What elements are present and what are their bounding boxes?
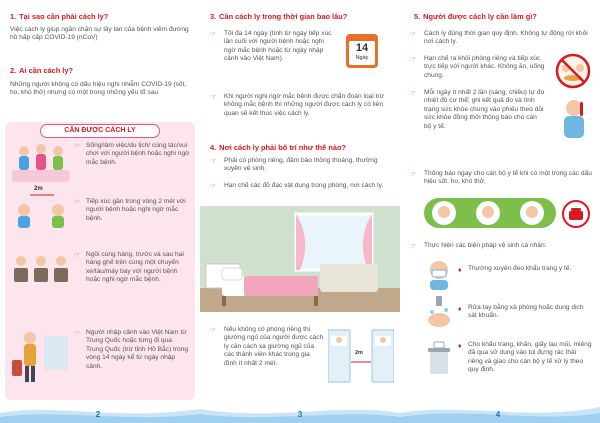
drop-bullet-icon: ♦	[458, 267, 462, 274]
calendar-icon: 14 Ngày	[346, 34, 378, 68]
page-number: 3	[297, 410, 303, 419]
hygiene-3: Cho khẩu trang, khăn, giấy lau mũi, miệng đã qua sử dụng vào túi đựng rác thải riêng và giao cho cán bộ y tế xử lý theo quy định.	[468, 341, 592, 374]
hand-pointer-icon: ☞	[210, 94, 217, 101]
face-mask-icon	[424, 258, 454, 290]
q4-item-1: Phải có phòng riêng, đảm bảo thông thoáng, thường xuyên vệ sinh.	[224, 157, 378, 173]
bedroom-illustration	[200, 206, 400, 312]
q1-text: Việc cách ly giúp ngăn chặn sự lây lan của bệnh viêm đường hô hấp cấp COVID-19 (nCoV)	[10, 26, 189, 42]
drop-bullet-icon: ♦	[458, 306, 462, 313]
q5-item-1: Cách ly đúng thời gian quy định. Không tự động rời khỏi nơi cách ly.	[424, 30, 588, 46]
trash-bin-icon	[424, 340, 454, 376]
hand-pointer-icon: ☞	[410, 90, 417, 97]
close-contact-illustration	[12, 190, 70, 230]
heading-q4: 4. Nơi cách ly phải bố trí như thế nào?	[210, 143, 346, 152]
q5-item-4: Thông báo ngay cho cán bộ y tế khi có một trong các dấu hiệu sốt, ho, khó thở.	[424, 170, 592, 186]
panel-page-2	[0, 0, 200, 423]
q4-note: Nếu không có phòng riêng thì giường ngủ của người được cách ly cần cách xa giường ngủ của các thành viên khác trong gia đình ít nhất 2 mét.	[224, 326, 324, 367]
panel-page-3	[200, 0, 400, 423]
panel-page-4	[400, 0, 600, 423]
page-number: 2	[95, 410, 101, 419]
heading-q1: 1. Tại sao cần phải cách ly?	[10, 12, 109, 21]
hand-pointer-icon: ☞	[410, 171, 417, 178]
hand-pointer-icon: ☞	[74, 143, 81, 150]
hygiene-intro: Thực hiện các biện pháp vệ sinh cá nhân:	[424, 242, 547, 249]
hygiene-2: Rửa tay bằng xà phòng hoặc dung dịch sát khuẩn.	[468, 304, 584, 320]
item-3: Ngồi cùng hàng, trước và sau hai hàng ghế trên cùng một chuyến xe/tàu/máy bay với người bệnh hoặc nghi ngờ mắc bệnh.	[86, 251, 184, 284]
q5-item-3: Mỗi ngày ít nhất 2 lần (sáng, chiều) tự đo nhiệt độ cơ thể; ghi kết quả đo và tình trạng sức khỏe chung vào phiếu theo dõi sức khỏe đồng thời thông báo cho cán bộ y tế.	[424, 89, 545, 130]
no-shared-meal-icon	[552, 52, 594, 90]
hand-pointer-icon: ☞	[210, 183, 217, 190]
people-gathering-illustration	[12, 140, 70, 182]
temperature-check-icon	[554, 96, 594, 140]
q5-item-2: Hạn chế ra khỏi phòng riêng và tiếp xúc trực tiếp với người khác. Không ăn, uống chung.	[424, 55, 545, 79]
hand-pointer-icon: ☞	[410, 31, 417, 38]
hand-pointer-icon: ☞	[210, 158, 217, 165]
quarantine-badge: CẦN ĐƯỢC CÁCH LY	[40, 124, 160, 138]
page-number: 4	[495, 410, 501, 419]
item-4: Người nhập cảnh vào Việt Nam từ Trung Quốc hoặc từng đi qua Trung Quốc (trừ tỉnh Hồ Bắc) trong vòng 14 ngày kể từ ngày nhập cảnh.	[86, 329, 189, 370]
beds-distance-label: 2m	[355, 350, 363, 356]
hygiene-1: Thường xuyên đeo khẩu trang y tế.	[468, 265, 572, 272]
q3-item-2: Khi người nghi ngờ mắc bệnh được chẩn đoán loại trừ không mắc bệnh thì những người được cách ly có liên quan sẽ kết thúc việc cách ly.	[224, 93, 385, 117]
phone-call-icon	[562, 200, 590, 228]
hand-pointer-icon: ☞	[74, 199, 81, 206]
symptoms-icons	[428, 200, 552, 226]
hand-pointer-icon: ☞	[410, 56, 417, 63]
heading-q2: 2. Ai cần cách ly?	[10, 66, 73, 75]
hand-pointer-icon: ☞	[210, 31, 217, 38]
handwash-icon	[424, 296, 454, 330]
hand-pointer-icon: ☞	[74, 330, 81, 337]
hand-pointer-icon: ☞	[74, 252, 81, 259]
traveler-illustration	[10, 326, 72, 386]
hand-pointer-icon: ☞	[210, 327, 217, 334]
drop-bullet-icon: ♦	[458, 343, 462, 350]
hand-pointer-icon: ☞	[410, 243, 417, 250]
vehicle-seats-illustration	[12, 250, 70, 284]
item-2: Tiếp xúc gần trong vòng 2 mét với người bệnh hoặc nghi ngờ mắc bệnh.	[86, 198, 186, 222]
q3-item-1: Tối đa 14 ngày (tính từ ngày tiếp xúc lần cuối với người bệnh hoặc nghi ngờ mắc bệnh hoặc từ ngày nhập cảnh vào Việt Nam).	[224, 30, 332, 63]
distance-label: 2m	[34, 186, 43, 192]
q2-text: Những người không có dấu hiệu nghi nhiễm COVID-19 (sốt, ho, khó thở) nhưng có một trong những yếu tố sau	[10, 81, 187, 97]
q4-item-2: Hạn chế các đồ đạc vật dụng trong phòng, nơi cách ly.	[224, 182, 384, 189]
heading-q3: 3. Cần cách ly trong thời gian bao lâu?	[210, 12, 348, 21]
heading-q5: 5. Người được cách ly cần làm gì?	[414, 12, 537, 21]
item-1: Sống/làm việc/du lịch/ cùng tác/vui chơi với người bệnh hoặc nghi ngờ mắc bệnh.	[86, 142, 190, 166]
